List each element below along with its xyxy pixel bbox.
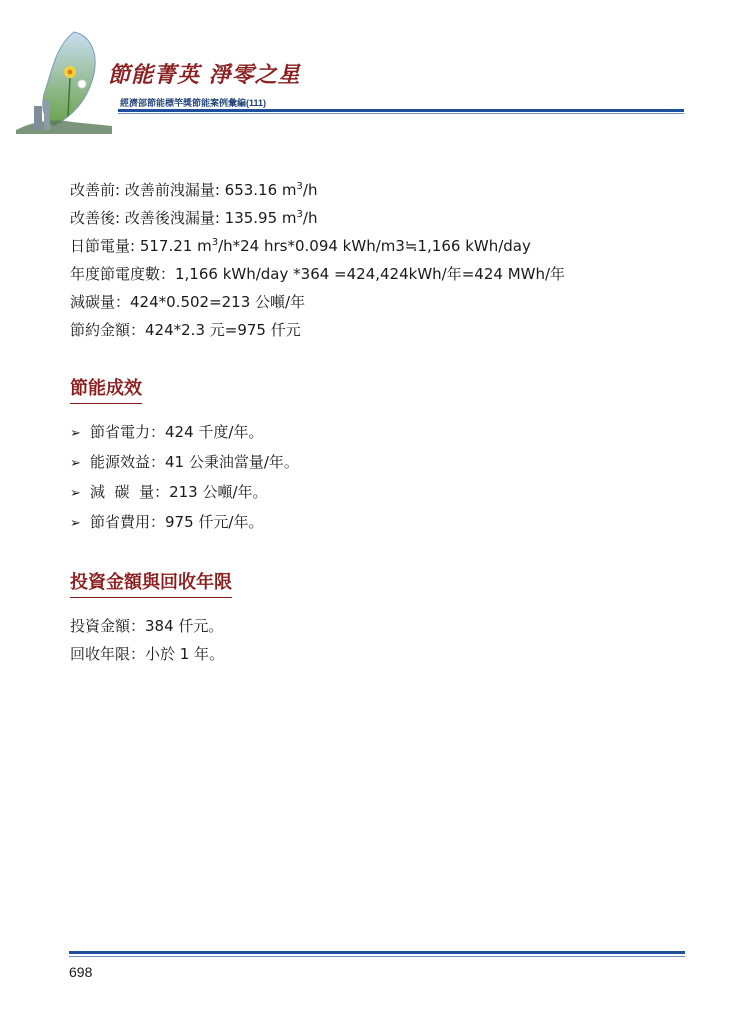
calc-line-daily: 日節電量: 517.21 $m^3/h*24$ hrs*0.094 kWh/m3≒1,166 kWh/day bbox=[70, 237, 531, 255]
calc-line-carbon: 減碳量：424*0.502=213 公噸/年 bbox=[70, 293, 306, 311]
taiwan-island-logo-icon bbox=[12, 26, 122, 136]
list-item: ➢ 節省費用：975 仟元/年。 bbox=[70, 508, 690, 538]
payback-period: 回收年限：小於 1 年。 bbox=[70, 645, 225, 663]
arrow-bullet-icon: ➢ bbox=[70, 486, 81, 501]
investment-amount: 投資金額：384 仟元。 bbox=[70, 617, 224, 635]
investment-section-title: 投資金額與回收年限 bbox=[70, 568, 232, 598]
list-item: ➢ 節省電力：424 千度/年。 bbox=[70, 418, 690, 448]
page-header bbox=[0, 0, 753, 140]
calc-line-before: 改善前: 改善前洩漏量: 653.16 $m^3/h$ bbox=[70, 181, 318, 199]
list-item: ➢ 能源效益：41 公秉油當量/年。 bbox=[70, 448, 690, 478]
main-content bbox=[70, 176, 690, 668]
publication-subtitle: 經濟部節能標竿獎節能案例彙編(111) bbox=[120, 98, 267, 108]
arrow-bullet-icon: ➢ bbox=[70, 516, 81, 531]
header-divider-thin bbox=[118, 113, 684, 114]
arrow-bullet-icon: ➢ bbox=[70, 456, 81, 471]
calc-line-money: 節約金額：424*2.3 元=975 仟元 bbox=[70, 321, 301, 339]
brand-title: 節能菁英 淨零之星 bbox=[108, 62, 301, 88]
results-section-title: 節能成效 bbox=[70, 374, 142, 404]
arrow-bullet-icon: ➢ bbox=[70, 426, 81, 441]
calc-line-after: 改善後: 改善後洩漏量: 135.95 $m^3/h$ bbox=[70, 209, 318, 227]
page-number: 698 bbox=[69, 964, 93, 980]
footer-divider bbox=[69, 951, 685, 954]
header-divider bbox=[118, 109, 684, 112]
list-item: ➢ 減 碳 量：213 公噸/年。 bbox=[70, 478, 690, 508]
footer-divider-thin bbox=[69, 956, 685, 957]
calc-line-annual: 年度節電度數：1,166 kWh/day *364 =424,424kWh/年=424 MWh/年 bbox=[70, 265, 566, 283]
